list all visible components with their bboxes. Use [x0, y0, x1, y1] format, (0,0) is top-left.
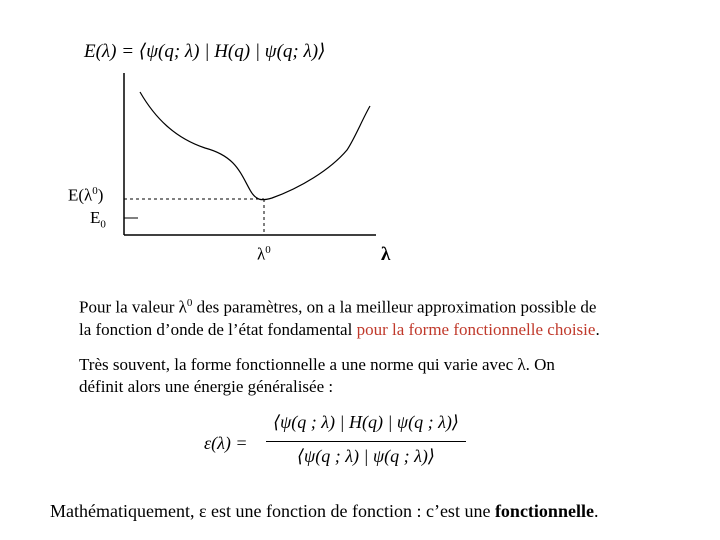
paragraph-1-line-1: Pour la valeur $\lambda^0$ des paramètres, on a la meilleur approximation possible de	[79, 297, 597, 317]
label-lambda: λ	[381, 244, 391, 265]
label-e0: $E_0$	[90, 208, 106, 231]
paragraph-1-line-2: la fonction d’onde de l’état fondamental pour la forme fonctionnelle choisie.	[79, 319, 600, 339]
energy-curve	[140, 92, 370, 200]
energy-formula: E(λ) = ⟨ψ(q; λ) | H(q) | ψ(q; λ)⟩	[84, 41, 326, 62]
paragraph-3: Mathématiquement, ε est une fonction de fonction : c’est une fonctionnelle.	[50, 501, 599, 521]
label-lambda0: $\lambda^0$	[257, 244, 271, 264]
fraction-bar	[266, 441, 466, 442]
epsilon-denominator: ⟨ψ(q ; λ) | ψ(q ; λ)⟩	[297, 446, 435, 466]
paragraph-2	[79, 354, 709, 398]
epsilon-numerator: ⟨ψ(q ; λ) | H(q) | ψ(q ; λ)⟩	[273, 412, 459, 432]
paragraph-2-line-2: définit alors une énergie généralisée :	[79, 377, 334, 396]
epsilon-lhs: ε(λ) =	[204, 433, 248, 453]
paragraph-1	[79, 292, 709, 341]
label-e-lambda0: $E(\lambda^0)$	[68, 185, 104, 205]
paragraph-2-line-1: Très souvent, la forme fonctionnelle a une norme qui varie avec λ. On	[79, 355, 555, 374]
